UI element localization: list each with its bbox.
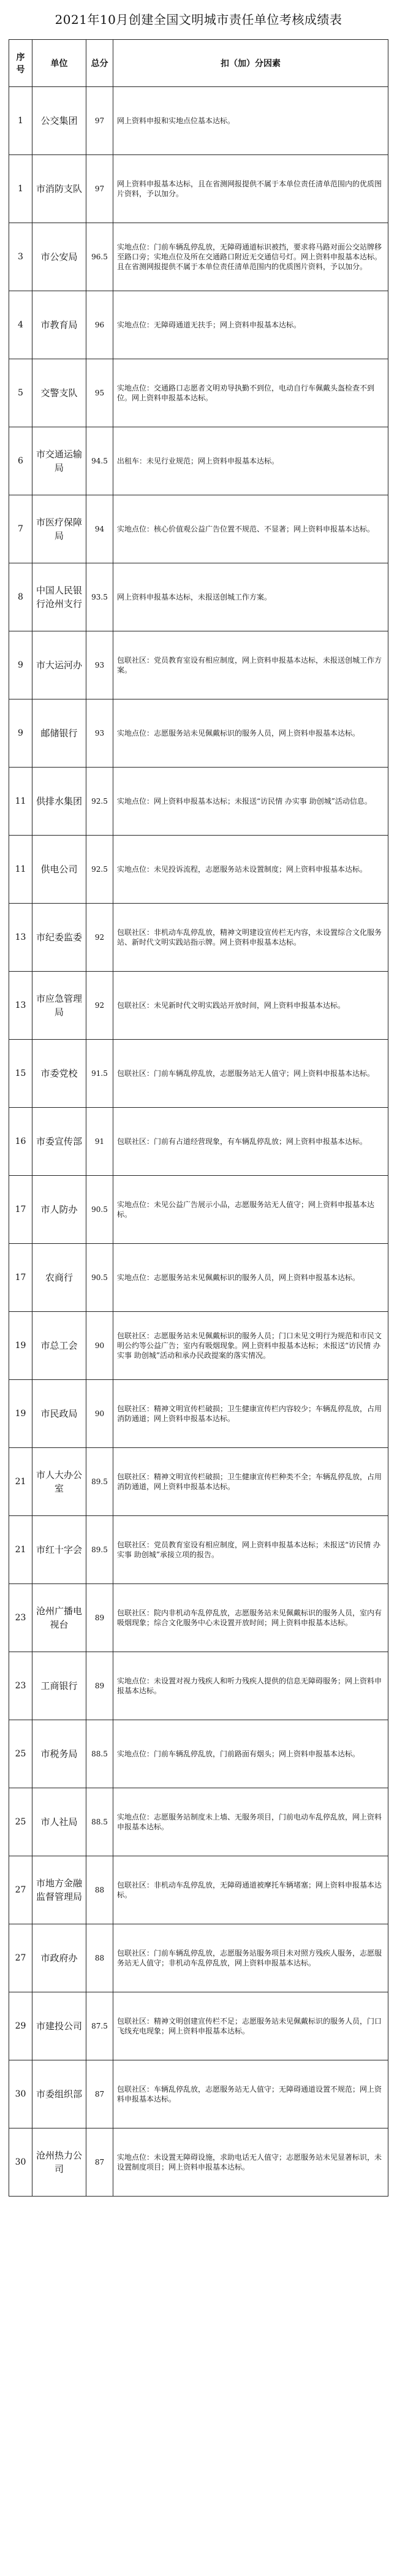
- row-unit: 市交通运输局: [32, 427, 86, 495]
- table-row: [9, 1992, 388, 2060]
- table-row: [9, 1924, 388, 1992]
- row-unit: 市人大办公室: [32, 1448, 86, 1516]
- row-unit: 供电公司: [32, 836, 86, 904]
- row-reason: 包联社区：精神文明宣传栏破损；卫生健康宣传栏内容较少；车辆乱停乱放，占用消防通道；网上资料申报基本达标。: [113, 1380, 388, 1448]
- row-index: 27: [9, 1856, 32, 1924]
- row-index: 25: [9, 1720, 32, 1788]
- row-reason: 包联社区：精神文明创建宣传栏不足；志愿服务站未见佩戴标识的服务人员，门口飞线充电现象；网上资料申报基本达标。: [113, 1992, 388, 2060]
- row-unit: 市应急管理局: [32, 972, 86, 1040]
- row-index: 30: [9, 2060, 32, 2128]
- row-score: 95: [86, 359, 113, 427]
- row-score: 89.5: [86, 1448, 113, 1516]
- row-unit: 沧州广播电视台: [32, 1584, 86, 1652]
- row-unit: 市税务局: [32, 1720, 86, 1788]
- row-reason: 包联社区：未见新时代文明实践站开放时间，网上资料申报基本达标。: [113, 972, 388, 1040]
- row-score: 91: [86, 1108, 113, 1176]
- table-row: [9, 1176, 388, 1244]
- row-unit: 供排水集团: [32, 768, 86, 836]
- table-row: [9, 972, 388, 1040]
- row-unit: 市人防办: [32, 1176, 86, 1244]
- row-index: 19: [9, 1312, 32, 1380]
- row-score: 93: [86, 699, 113, 768]
- row-score: 89: [86, 1652, 113, 1720]
- row-unit: 农商行: [32, 1244, 86, 1312]
- row-reason: 包联社区：门前车辆乱停乱放，志愿服务站无人值守；网上资料申报基本达标。: [113, 1040, 388, 1108]
- row-reason: 包联社区：志愿服务站未见佩戴标识的服务人员；门口未见文明行为规范和市民文明公约等公益广告；室内有吸烟现象。网上资料申报基本达标；未报送“访民情 办实事 助创城”活动和承办民政提案的落实情况。: [113, 1312, 388, 1380]
- row-reason: 网上资料申报和实地点位基本达标。: [113, 87, 388, 155]
- row-score: 93: [86, 631, 113, 699]
- row-unit: 市大运河办: [32, 631, 86, 699]
- row-reason: 包联社区：车辆乱停乱放，志愿服务站无人值守；无障碍通道设置不规范；网上资料申报基本达标。: [113, 2060, 388, 2128]
- row-reason: 包联社区：门前有占道经营现象，有车辆乱停乱放；网上资料申报基本达标。: [113, 1108, 388, 1176]
- table-row: [9, 1108, 388, 1176]
- row-reason: 网上资料申报基本达标，且在省测网报提供不属于本单位责任清单范围内的优质图片资料，予以加分。: [113, 155, 388, 223]
- row-index: 15: [9, 1040, 32, 1108]
- row-index: 17: [9, 1176, 32, 1244]
- row-reason: 实地点位：无障碍通道无扶手；网上资料申报基本达标。: [113, 291, 388, 359]
- row-reason: 出租车：未见行业规范；网上资料申报基本达标。: [113, 427, 388, 495]
- row-score: 87: [86, 2128, 113, 2197]
- row-reason: 包联社区：党员教育室设有相应制度，网上资料申报基本达标；未报送“访民情 办实事 助创城”承接立项的报告。: [113, 1516, 388, 1584]
- row-score: 96.5: [86, 223, 113, 291]
- table-row: [9, 563, 388, 631]
- row-score: 93.5: [86, 563, 113, 631]
- table-row: [9, 1380, 388, 1448]
- row-unit: 市委宣传部: [32, 1108, 86, 1176]
- row-index: 16: [9, 1108, 32, 1176]
- row-unit: 市政府办: [32, 1924, 86, 1992]
- row-score: 94.5: [86, 427, 113, 495]
- table-row: [9, 427, 388, 495]
- row-reason: 实地点位：未见投诉流程，志愿服务站未设置制度；网上资料申报基本达标。: [113, 836, 388, 904]
- row-index: 8: [9, 563, 32, 631]
- table-row: [9, 1244, 388, 1312]
- row-score: 89: [86, 1584, 113, 1652]
- row-score: 87: [86, 2060, 113, 2128]
- row-unit: 邮储银行: [32, 699, 86, 768]
- table-row: [9, 1856, 388, 1924]
- table-row: [9, 1448, 388, 1516]
- row-score: 97: [86, 87, 113, 155]
- row-score: 92: [86, 904, 113, 972]
- header-unit: 单位: [32, 40, 86, 87]
- table-row: [9, 904, 388, 972]
- row-index: 4: [9, 291, 32, 359]
- row-reason: 实地点位：志愿服务站制度未上墙、无服务项目，门前电动车乱停乱放，网上资料申报基本达标。: [113, 1788, 388, 1856]
- row-index: 6: [9, 427, 32, 495]
- row-unit: 沧州热力公司: [32, 2128, 86, 2197]
- row-score: 96: [86, 291, 113, 359]
- row-index: 13: [9, 904, 32, 972]
- row-index: 21: [9, 1516, 32, 1584]
- row-index: 5: [9, 359, 32, 427]
- table-row: [9, 495, 388, 563]
- row-score: 90: [86, 1380, 113, 1448]
- row-unit: 公交集团: [32, 87, 86, 155]
- row-reason: 包联社区：非机动车乱停乱放，无障碍通道被摩托车辆堵塞；网上资料申报基本达标。: [113, 1856, 388, 1924]
- table-row: [9, 155, 388, 223]
- row-index: 23: [9, 1584, 32, 1652]
- table-row: [9, 1788, 388, 1856]
- row-reason: 实地点位：志愿服务站未见佩戴标识的服务人员，网上资料申报基本达标。: [113, 1244, 388, 1312]
- row-score: 92.5: [86, 768, 113, 836]
- row-unit: 交警支队: [32, 359, 86, 427]
- row-index: 30: [9, 2128, 32, 2197]
- score-table: [9, 39, 388, 2197]
- row-reason: 实地点位：网上资料申报基本达标；未报送“访民情 办实事 助创城”活动信息。: [113, 768, 388, 836]
- table-row: [9, 768, 388, 836]
- row-score: 97: [86, 155, 113, 223]
- row-index: 27: [9, 1924, 32, 1992]
- row-unit: 市委组织部: [32, 2060, 86, 2128]
- row-reason: 实地点位：未设置无障碍设施，求助电话无人值守；志愿服务站未见显著标识，未设置制度项目；网上资料申报基本达标。: [113, 2128, 388, 2197]
- row-index: 13: [9, 972, 32, 1040]
- header-score: 总分: [86, 40, 113, 87]
- row-score: 88.5: [86, 1788, 113, 1856]
- table-row: [9, 836, 388, 904]
- row-unit: 工商银行: [32, 1652, 86, 1720]
- row-reason: 实地点位：志愿服务站未见佩戴标识的服务人员，网上资料申报基本达标。: [113, 699, 388, 768]
- row-unit: 市消防支队: [32, 155, 86, 223]
- row-score: 87.5: [86, 1992, 113, 2060]
- row-score: 94: [86, 495, 113, 563]
- table-row: [9, 359, 388, 427]
- row-index: 25: [9, 1788, 32, 1856]
- table-row: [9, 1312, 388, 1380]
- table-row: [9, 1720, 388, 1788]
- table-row: [9, 1652, 388, 1720]
- row-index: 1: [9, 155, 32, 223]
- row-score: 88: [86, 1856, 113, 1924]
- row-reason: 包联社区：门前车辆乱停乱放，志愿服务站服务项目未对照方残疾人服务，志愿服务站无人值守；非机动车乱停乱放，网上资料申报基本达标。: [113, 1924, 388, 1992]
- row-index: 17: [9, 1244, 32, 1312]
- table-row: [9, 631, 388, 699]
- row-index: 23: [9, 1652, 32, 1720]
- row-reason: 实地点位：未见公益广告展示小品，志愿服务站无人值守；网上资料申报基本达标。: [113, 1176, 388, 1244]
- row-score: 88: [86, 1924, 113, 1992]
- row-score: 90: [86, 1312, 113, 1380]
- row-unit: 市医疗保障局: [32, 495, 86, 563]
- row-index: 11: [9, 836, 32, 904]
- row-reason: 包联社区：精神文明宣传栏破损；卫生健康宣传栏种类不全；车辆乱停乱放，占用消防通道，网上资料申报基本达标。: [113, 1448, 388, 1516]
- row-unit: 市红十字会: [32, 1516, 86, 1584]
- row-unit: 中国人民银行沧州支行: [32, 563, 86, 631]
- row-score: 91.5: [86, 1040, 113, 1108]
- row-unit: 市民政局: [32, 1380, 86, 1448]
- table-row: [9, 223, 388, 291]
- table-row: [9, 87, 388, 155]
- row-index: 1: [9, 87, 32, 155]
- row-score: 89.5: [86, 1516, 113, 1584]
- table-row: [9, 699, 388, 768]
- row-unit: 市教育局: [32, 291, 86, 359]
- row-unit: 市委党校: [32, 1040, 86, 1108]
- row-unit: 市纪委监委: [32, 904, 86, 972]
- row-score: 92.5: [86, 836, 113, 904]
- row-unit: 市总工会: [32, 1312, 86, 1380]
- row-unit: 市地方金融监督管理局: [32, 1856, 86, 1924]
- table-header: [9, 40, 388, 87]
- row-reason: 实地点位：交通路口志愿者文明劝导执勤不到位，电动自行车佩戴头盔检查不到位。网上资料申报基本达标。: [113, 359, 388, 427]
- row-score: 90.5: [86, 1244, 113, 1312]
- row-reason: 包联社区：非机动车乱停乱放，精神文明建设宣传栏无内容，未设置综合文化服务站、新时代文明实践站指示牌。网上资料申报基本达标。: [113, 904, 388, 972]
- row-reason: 实地点位：核心价值观公益广告位置不规范、不显著；网上资料申报基本达标。: [113, 495, 388, 563]
- table-row: [9, 1584, 388, 1652]
- row-index: 3: [9, 223, 32, 291]
- row-index: 9: [9, 631, 32, 699]
- header-index: 序号: [9, 40, 32, 87]
- row-unit: 市人社局: [32, 1788, 86, 1856]
- table-row: [9, 291, 388, 359]
- table-row: [9, 2060, 388, 2128]
- row-index: 7: [9, 495, 32, 563]
- row-index: 21: [9, 1448, 32, 1516]
- table-row: [9, 2128, 388, 2197]
- row-index: 29: [9, 1992, 32, 2060]
- row-index: 9: [9, 699, 32, 768]
- row-unit: 市公安局: [32, 223, 86, 291]
- row-index: 19: [9, 1380, 32, 1448]
- header-reason: 扣（加）分因素: [113, 40, 388, 87]
- row-index: 11: [9, 768, 32, 836]
- row-score: 88.5: [86, 1720, 113, 1788]
- row-score: 90.5: [86, 1176, 113, 1244]
- row-reason: 实地点位：未设置对视力残疾人和听力残疾人提供的信息无障碍服务；网上资料申报基本达标。: [113, 1652, 388, 1720]
- table-row: [9, 1040, 388, 1108]
- row-reason: 实地点位：门前车辆乱停乱放，门前路面有烟头；网上资料申报基本达标。: [113, 1720, 388, 1788]
- table-row: [9, 1516, 388, 1584]
- row-reason: 包联社区：党员教育室设有相应制度，网上资料申报基本达标，未报送创城工作方案。: [113, 631, 388, 699]
- row-reason: 实地点位：门前车辆乱停乱放，无障碍通道标识被挡，要求将马路对面公交站牌移至路口旁；实地点位及所在交通路口附近无交通信号灯。网上资料申报基本达标。且在省测网报提供不属于本单位责任清单范围内的优质图片资料，予以加分。: [113, 223, 388, 291]
- page-title: 2021年10月创建全国文明城市责任单位考核成绩表: [55, 12, 342, 27]
- row-score: 92: [86, 972, 113, 1040]
- row-reason: 包联社区：院内非机动车乱停乱放，志愿服务站未见佩戴标识的服务人员，室内有吸烟现象；综合文化服务中心未设置开放时间；网上资料申报基本达标。: [113, 1584, 388, 1652]
- row-reason: 网上资料申报基本达标，未报送创城工作方案。: [113, 563, 388, 631]
- row-unit: 市建投公司: [32, 1992, 86, 2060]
